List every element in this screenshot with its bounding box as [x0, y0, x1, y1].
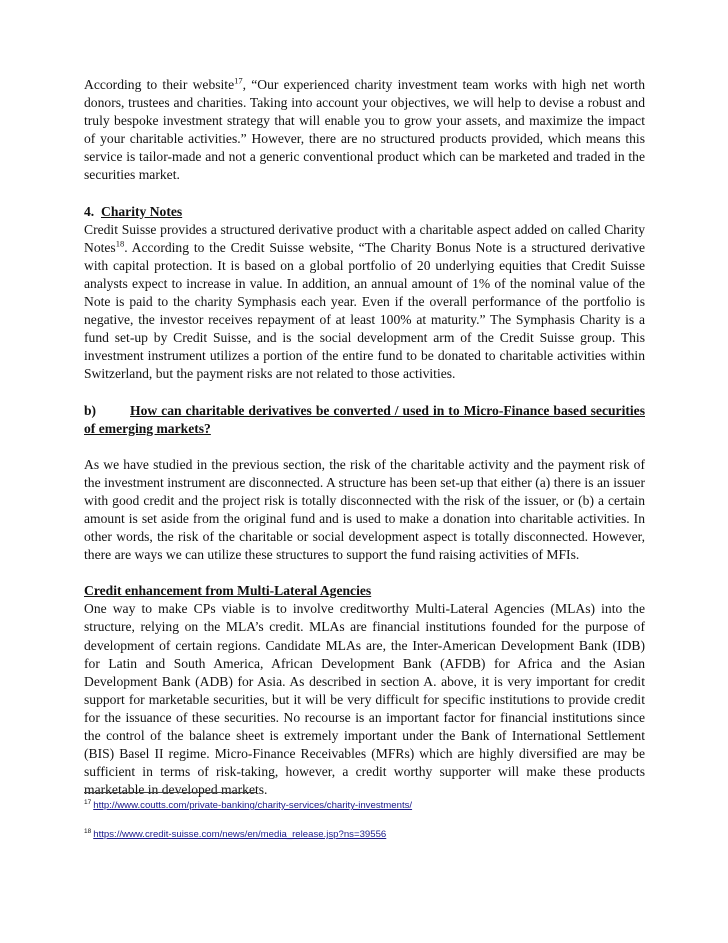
section-label: b) — [84, 402, 97, 418]
footnote-number: 17 — [84, 798, 92, 806]
credit-enhancement-paragraph: One way to make CPs viable is to involve creditworthy Multi-Lateral Agencies (MLAs) into the structure, relying on the MLA’s credit. MLAs are financial institutions founded for the purpose of development of certain regions. Candidate MLAs are, the Inter-American Development Bank (IDB) for Latin and South America, African Development Bank (AFDB) for Africa and the Asian Development Bank (ADB) for Asia. As described in section A. above, it is very important for credit support for marketable securities, but it will be very difficult for specific institutions to provide credit for the issuance of these securities. No recourse is an important factor for financial institutions since the control of the balance sheet is extremely important under the Bank of International Settlement (BIS) Basel II regime. Micro-Finance Receivables (MFRs) which are highly diversified are may be sufficient in terms of risk-taking, however, a credit worthy supporter will make these products marketable in developed markets. — [84, 601, 645, 798]
footnote-ref-18[interactable]: 18 — [115, 238, 125, 249]
footnote-separator — [84, 792, 256, 793]
footnote-18 — [84, 829, 386, 841]
section-title: Charity Notes — [101, 203, 183, 219]
paragraph-text: , “Our experienced charity investment team works with high net worth donors, trustees and charities. Taking into account your objectives, we will help to devise a robust and truly bespoke investment strategy that will enable you to grow your assets, and maximize the impact of your charitable activities.” However, there are no structured products provided, which means this service is tailor-made and not a generic conventional product which can be marketed and traded in the securities market. — [84, 77, 645, 183]
paragraph-text: . According to the Credit Suisse website, “The Charity Bonus Note is a structured derivative with capital protection. It is based on a global portfolio of 20 underlying equities that Credit Suisse analysts expect to increase in value. In addition, an annual amount of 1% of the nominal value of the Note is paid to the charity Symphasis each year. Even if the overall performance of the portfolio is negative, the investor receives repayment of at least 100% at maturity.” The Symphasis Charity is a fund set-up by Credit Suisse, and is the social development arm of the Credit Suisse group. This investment instrument utilizes a portion of the entire fund to be donated to charitable activities within Switzerland, but the payment risks are not related to those activities. — [84, 239, 645, 382]
footnote-link[interactable]: https://www.credit-suisse.com/news/en/media_release.jsp?ns=39556 — [93, 829, 387, 840]
intro-paragraph — [84, 76, 645, 185]
footnote-link[interactable]: http://www.coutts.com/private-banking/charity-services/charity-investments/ — [93, 800, 413, 811]
footnote-number: 18 — [84, 827, 92, 835]
section-b-heading — [84, 402, 645, 438]
paragraph-text: According to their website — [84, 77, 235, 92]
section-4-heading — [84, 203, 645, 221]
footnote-17 — [84, 800, 412, 812]
section-number: 4. — [84, 203, 95, 219]
section-title: How can charitable derivatives be converted / used in to Micro-Finance based securities of emerging markets? — [84, 402, 645, 436]
section-b-paragraph: As we have studied in the previous section, the risk of the charitable activity and the payment risk of the investment instrument are disconnected. A structure has been set-up that either (a) there is an issuer with good credit and the project risk is totally disconnected with the risk of the issuer, or (b) a certain amount is set aside from the original fund and is used to make a donation into charitable activities. In other words, the risk of the charitable or social development aspect is totally disconnected. However, there are ways we can utilize these structures to support the fund raising activities of MFIs. — [84, 456, 645, 563]
charity-notes-paragraph — [84, 221, 645, 384]
paragraph-text: Credit Suisse provides a structured derivative product with a charitable aspect added on called Charity Notes — [84, 221, 645, 255]
document-body — [84, 76, 645, 799]
footnote-ref-17[interactable]: 17 — [234, 75, 243, 86]
credit-enhancement-heading: Credit enhancement from Multi-Lateral Agencies — [84, 583, 372, 599]
